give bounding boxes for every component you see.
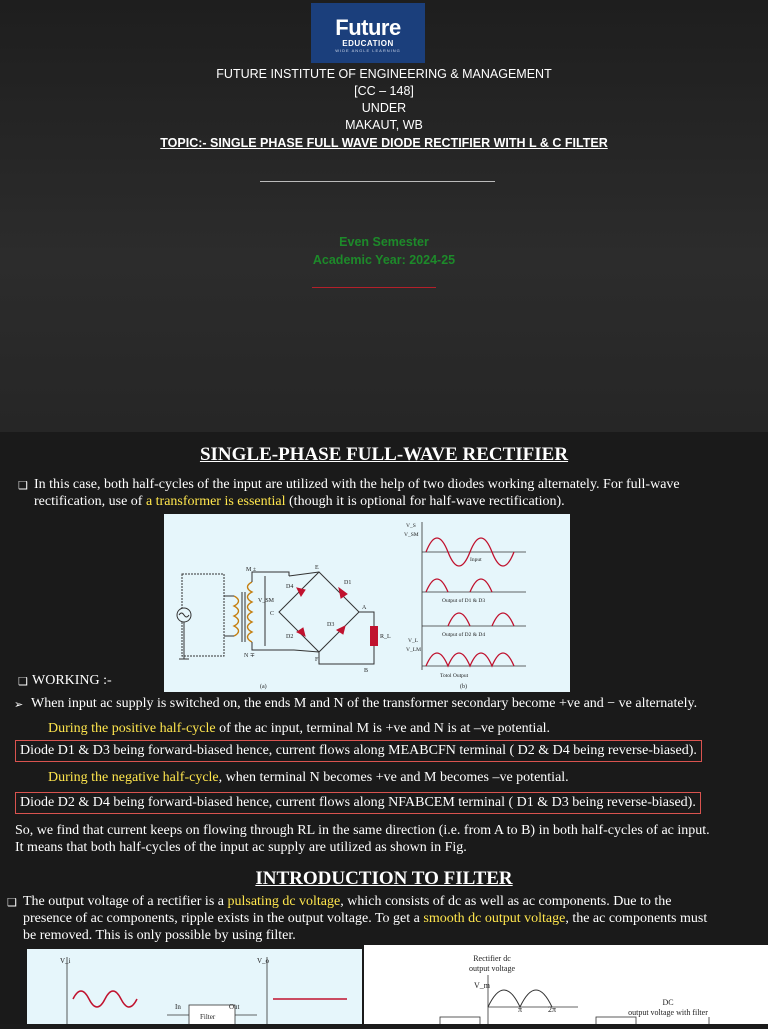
intro-line-2b: (though it is optional for half-wave rectification). (285, 494, 565, 509)
logo-tagline: WIDE ANGLE LEARNING (335, 48, 401, 53)
label-out13: Output of D1 & D3 (442, 598, 486, 604)
label-f: F (315, 657, 319, 663)
pulsating-highlight: pulsating dc voltage (227, 894, 341, 909)
conclusion-line-2: It means that both half-cycles of the input ac supply are utilized as shown in Fig. (15, 840, 467, 855)
section-heading-filter: INTRODUCTION TO FILTER (255, 868, 513, 889)
label-d1: D1 (344, 580, 352, 586)
label-b: B (364, 668, 369, 674)
label-c: C (270, 611, 275, 617)
filter-line-3: be removed. This is only possible by using filter. (23, 928, 296, 943)
filter-output-figure (364, 945, 768, 1024)
topic-title: TOPIC:- SINGLE PHASE FULL WAVE DIODE RECTIFIER WITH L & C FILTER (160, 136, 608, 150)
institute-code: [CC – 148] (354, 84, 414, 98)
label-rl: R_L (380, 634, 391, 640)
logo-mid: EDUCATION (342, 39, 394, 48)
label-n: N ∓ (244, 653, 255, 659)
bridge-rectifier-figure (164, 514, 570, 692)
working-line-1: When input ac supply is switched on, the ends M and N of the transformer secondary become +ve and − ve alternately. (31, 696, 698, 711)
working-label: WORKING :- (32, 673, 112, 688)
filter-line-1b: , which consists of dc as well as ac components. Due to the (340, 894, 672, 909)
label-vs: V_S (406, 523, 416, 529)
filter-line-1a: The output voltage of a rectifier is a (23, 894, 228, 909)
forward-bias-box-1: Diode D1 & D3 being forward-biased hence, current flows along MEABCFN terminal ( D2 & D4 being reverse-biased). (15, 740, 702, 762)
label-vi: V_i (60, 957, 71, 965)
label-m: M ± (246, 567, 257, 573)
checkbox-bullet-icon: ❑ (7, 897, 17, 909)
label-dc-filter: output voltage with filter (628, 1008, 708, 1017)
label-in: In (175, 1003, 181, 1011)
year-divider (312, 287, 436, 288)
label-filter: Filter (200, 1013, 216, 1021)
label-vsm-wave: V_SM (404, 532, 419, 538)
label-dc: DC (662, 998, 674, 1007)
conclusion-line-1: So, we find that current keeps on flowing through RL in the same direction (i.e. from A to B) in both half-cycles of ac input. (15, 823, 710, 838)
negative-rest: , when terminal N becomes +ve and M becomes –ve potential. (218, 770, 569, 785)
label-vlm: V_LM (406, 647, 421, 653)
label-a: A (362, 605, 367, 611)
filter-line-2b: , the ac components must (565, 911, 708, 926)
institute-name: FUTURE INSTITUTE OF ENGINEERING & MANAGEMENT (216, 67, 552, 81)
filter-output-diagram (364, 945, 768, 1024)
label-sub-b: (b) (460, 684, 467, 690)
content-slide (0, 432, 768, 1024)
forward-bias-box-2: Diode D2 & D4 being forward-biased hence, current flows along NFABCEM terminal ( D1 & D3 being reverse-biased). (15, 792, 701, 814)
label-d3: D3 (327, 622, 335, 628)
label-vsm: V_SM (258, 598, 275, 604)
positive-half-cycle-line (48, 720, 550, 737)
checkbox-bullet-icon: ❑ (18, 480, 28, 492)
transformer-highlight: a transformer is essential (145, 494, 286, 509)
smooth-dc-highlight: smooth dc output voltage (423, 911, 566, 926)
university-name: MAKAUT, WB (345, 118, 423, 132)
under-label: UNDER (361, 101, 407, 115)
label-vo: V_o (257, 957, 270, 965)
title-divider (260, 181, 495, 182)
logo-big: Future (335, 15, 401, 40)
label-pi: π (517, 1005, 523, 1014)
positive-highlight: During the positive half-cycle (48, 721, 216, 736)
negative-half-cycle-line (48, 769, 569, 786)
label-rectifier-dc: Rectifier dc (473, 954, 511, 963)
filter-line-2a: presence of ac components, ripple exists in the output voltage. To get a (23, 911, 424, 926)
label-total: Totol Output (440, 673, 469, 679)
filter-block-figure (27, 949, 362, 1024)
section-heading-rectifier: SINGLE-PHASE FULL-WAVE RECTIFIER (199, 444, 569, 465)
label-vl: V_L (408, 638, 419, 644)
label-out24: Output of D2 & D4 (442, 632, 486, 638)
label-d2: D2 (286, 634, 294, 640)
academic-year: Academic Year: 2024-25 (312, 253, 456, 267)
intro-line-1: In this case, both half-cycles of the input are utilized with the help of two diodes working alternately. For full-wave (34, 477, 680, 492)
positive-rest: of the ac input, terminal M is +ve and N is at –ve potential. (215, 721, 551, 736)
negative-highlight: During the negative half-cycle (48, 770, 219, 785)
intro-line-2a: rectification, use of (34, 494, 146, 509)
label-output-voltage: output voltage (469, 964, 515, 973)
label-input: Input (470, 557, 482, 563)
semester-label: Even Semester (339, 235, 429, 249)
checkbox-bullet-icon: ❑ (18, 676, 28, 688)
label-sub-a: (a) (260, 684, 267, 690)
title-slide (0, 0, 768, 432)
label-2pi: 2π (547, 1005, 557, 1014)
label-d4: D4 (286, 584, 294, 590)
future-education-logo (311, 3, 425, 63)
filter-paragraph (23, 893, 768, 944)
filter-block-diagram (27, 949, 362, 1024)
label-vm: V_m (474, 981, 490, 990)
bridge-rectifier-diagram (164, 514, 570, 692)
arrow-bullet-icon: ➢ (14, 699, 24, 711)
label-out: Out (229, 1003, 240, 1011)
intro-paragraph (34, 476, 764, 510)
label-e: E (315, 565, 319, 571)
